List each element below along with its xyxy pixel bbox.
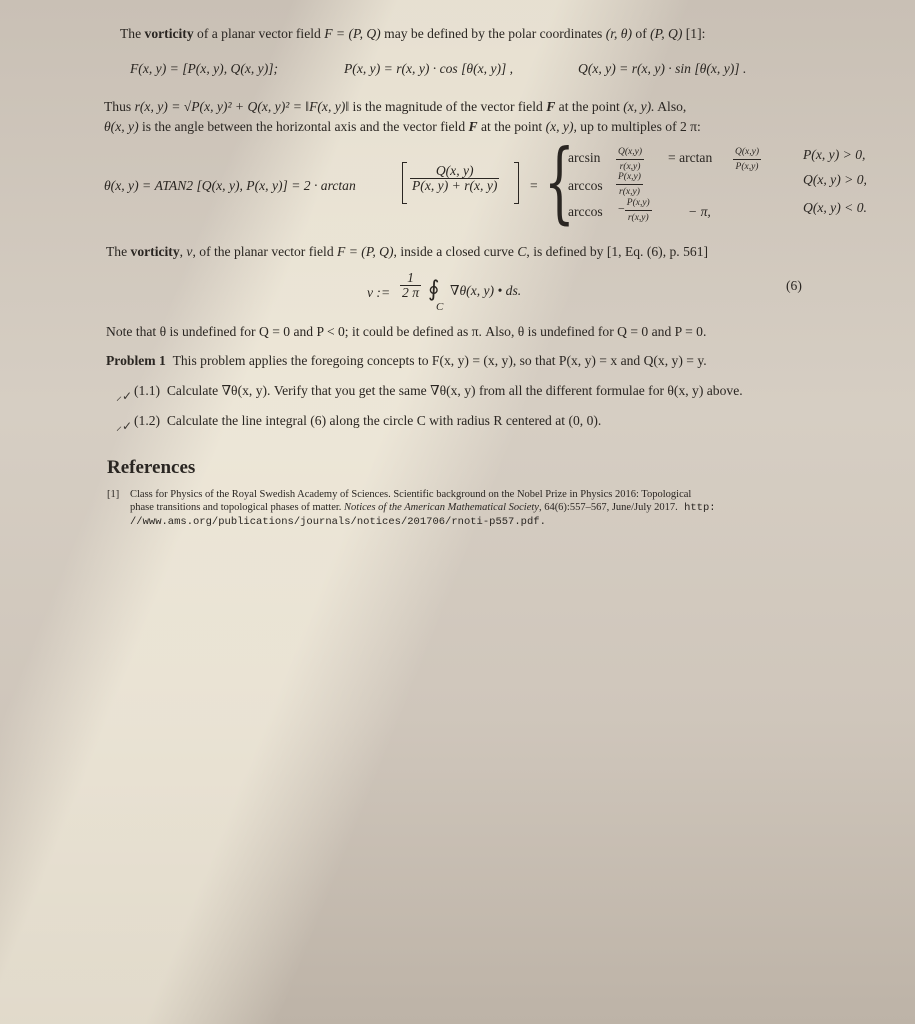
thus-point-2: (x, y), xyxy=(545,119,577,134)
intro-field: F = (P, Q) xyxy=(324,26,381,41)
case1-func: arcsin xyxy=(568,150,601,165)
thus-text-5: is the angle between the horizontal axis and the vector field xyxy=(138,119,469,134)
case2-func: arccos xyxy=(568,178,603,193)
theta-lhs: θ(x, y) = ATAN2 [Q(x, y), P(x, y)] = 2 · arctan xyxy=(104,178,356,193)
case1-num2: Q(x,y) xyxy=(733,145,761,160)
intro-cite: [1]: xyxy=(682,26,706,41)
intro-line xyxy=(120,26,705,42)
thus-text-6: at the point xyxy=(477,119,546,134)
vort-C: C xyxy=(517,244,527,259)
ref1-journal: Notices of the American Mathematical Society xyxy=(344,502,539,513)
thus-text-2: is the magnitude of the vector field xyxy=(349,99,547,114)
case2-num: P(x,y) xyxy=(616,170,643,185)
problem-item-1 xyxy=(134,383,743,399)
thus-line-1 xyxy=(104,99,686,115)
case1-den: r(x,y) xyxy=(619,162,641,172)
case1-cond: P(x, y) > 0, xyxy=(803,147,866,162)
problem-label: Problem 1 xyxy=(106,353,166,368)
item-text: Calculate ∇θ(x, y). Verify that you get the same ∇θ(x, y) from all the different formulae for θ(x, y) above. xyxy=(166,383,743,398)
eq6-frac xyxy=(400,271,421,300)
vort-text-4: , inside a closed curve xyxy=(393,244,518,259)
ref1-text: phase transitions and topological phases of matter. xyxy=(130,502,345,513)
thus-text-7: up to multiples of 2 π: xyxy=(576,119,701,134)
item-number: (1.1) xyxy=(134,383,161,398)
case3-func: arccos xyxy=(568,204,603,219)
checkmark-icon: ⸝✓ xyxy=(116,419,133,433)
item-text: Calculate the line integral (6) along the circle C with radius R centered at (0, 0). xyxy=(166,413,602,428)
eq1-b: P(x, y) = r(x, y) · cos [θ(x, y)] , xyxy=(344,61,514,76)
vort-text-2: , xyxy=(179,244,187,259)
thus-text-3: at the point xyxy=(555,99,624,114)
problem-item-2 xyxy=(134,413,601,429)
eq6-den: 2 π xyxy=(402,285,420,300)
vort-F: F = (P, Q) xyxy=(337,244,394,259)
theta-bracket-left xyxy=(402,162,407,204)
references-heading: References xyxy=(107,457,196,478)
ref1-url-start[interactable]: http: xyxy=(677,502,716,514)
ref1-line2 xyxy=(130,501,716,515)
eq6-sub: C xyxy=(436,301,444,313)
thus-theta: θ(x, y) xyxy=(104,119,139,134)
intro-text-2: of a planar vector field xyxy=(193,26,325,41)
thus-magnitude: r(x, y) = √P(x, y)² + Q(x, y)² = ‖F(x, y)‖ xyxy=(134,99,350,114)
theta-fraction xyxy=(410,164,499,193)
eq6-num: 1 xyxy=(400,271,421,286)
eq1-c: Q(x, y) = r(x, y) · sin [θ(x, y)] . xyxy=(578,61,747,76)
thus-text-4: Also, xyxy=(654,99,687,114)
case3-den: r(x,y) xyxy=(627,213,649,223)
case1-num: Q(x,y) xyxy=(616,145,644,160)
intro-bold: vorticity xyxy=(144,26,194,41)
thus-F-2: F xyxy=(468,119,478,134)
checkmark-icon: ⸝✓ xyxy=(116,389,133,403)
vort-v: v xyxy=(186,244,193,259)
cases-brace: { xyxy=(544,130,575,233)
eq6-body: ∇θ(x, y) • ds. xyxy=(450,283,522,298)
theta-den: P(x, y) + r(x, y) xyxy=(412,178,498,193)
ref1-num: [1] xyxy=(107,489,120,500)
vort-bold: vorticity xyxy=(130,244,180,259)
thus-line-2 xyxy=(104,119,701,135)
case2-den: r(x,y) xyxy=(619,187,640,197)
intro-pq: (P, Q) xyxy=(650,26,683,41)
theta-bracket-right xyxy=(514,162,519,204)
case3-num: P(x,y) xyxy=(625,196,652,211)
ref1-line1: Class for Physics of the Royal Swedish Academy of Sciences. Scientific background on the Nobel Prize in Physics 2016: Topological xyxy=(130,489,692,500)
vorticity-line xyxy=(106,244,708,260)
case2-frac xyxy=(616,170,643,199)
vort-text: The xyxy=(106,244,131,259)
eq1-a: F(x, y) = [P(x, y), Q(x, y)]; xyxy=(130,61,279,76)
thus-F: F xyxy=(546,99,556,114)
intro-polar: (r, θ) xyxy=(605,26,633,41)
eq6-integral: ∮ xyxy=(428,276,440,301)
ref1-text-2: , 64(6):557–567, June/July 2017. xyxy=(538,502,678,513)
thus-point: (x, y). xyxy=(623,99,655,114)
case3-tail: − π, xyxy=(688,204,711,219)
intro-text-4: of xyxy=(632,26,651,41)
intro-text-3: may be defined by the polar coordinates xyxy=(380,26,606,41)
thus-text: Thus xyxy=(104,99,135,114)
case3-cond: Q(x, y) < 0. xyxy=(803,200,867,215)
vort-text-5: , is defined by [1, Eq. (6), p. 561] xyxy=(526,244,709,259)
theta-eq: = xyxy=(530,178,538,193)
eq6-lhs: v := xyxy=(367,285,391,300)
theta-num: Q(x, y) xyxy=(410,164,499,179)
note-line: Note that θ is undefined for Q = 0 and P < 0; it could be defined as π. Also, θ is undefined for Q = 0 and P = 0. xyxy=(106,324,707,339)
vort-text-3: , of the planar vector field xyxy=(192,244,338,259)
case1-frac2 xyxy=(733,145,761,174)
ref1-url[interactable]: //www.ams.org/publications/journals/notices/201706/rnoti-p557.pdf. xyxy=(130,516,546,528)
intro-text: The xyxy=(120,26,145,41)
case1-mid: = arctan xyxy=(668,150,713,165)
item-number: (1.2) xyxy=(134,413,161,428)
eq6-label: (6) xyxy=(786,278,802,293)
problem-text: This problem applies the foregoing concepts to F(x, y) = (x, y), so that P(x, y) = x and Q(x, y) = y. xyxy=(172,353,707,368)
problem-line xyxy=(106,353,707,369)
case3-frac: − $\frac{P(x,y)}{r(x,y)}$ xyxy=(618,198,650,223)
case2-cond: Q(x, y) > 0, xyxy=(803,172,867,187)
case1-den2: P(x,y) xyxy=(735,162,759,172)
